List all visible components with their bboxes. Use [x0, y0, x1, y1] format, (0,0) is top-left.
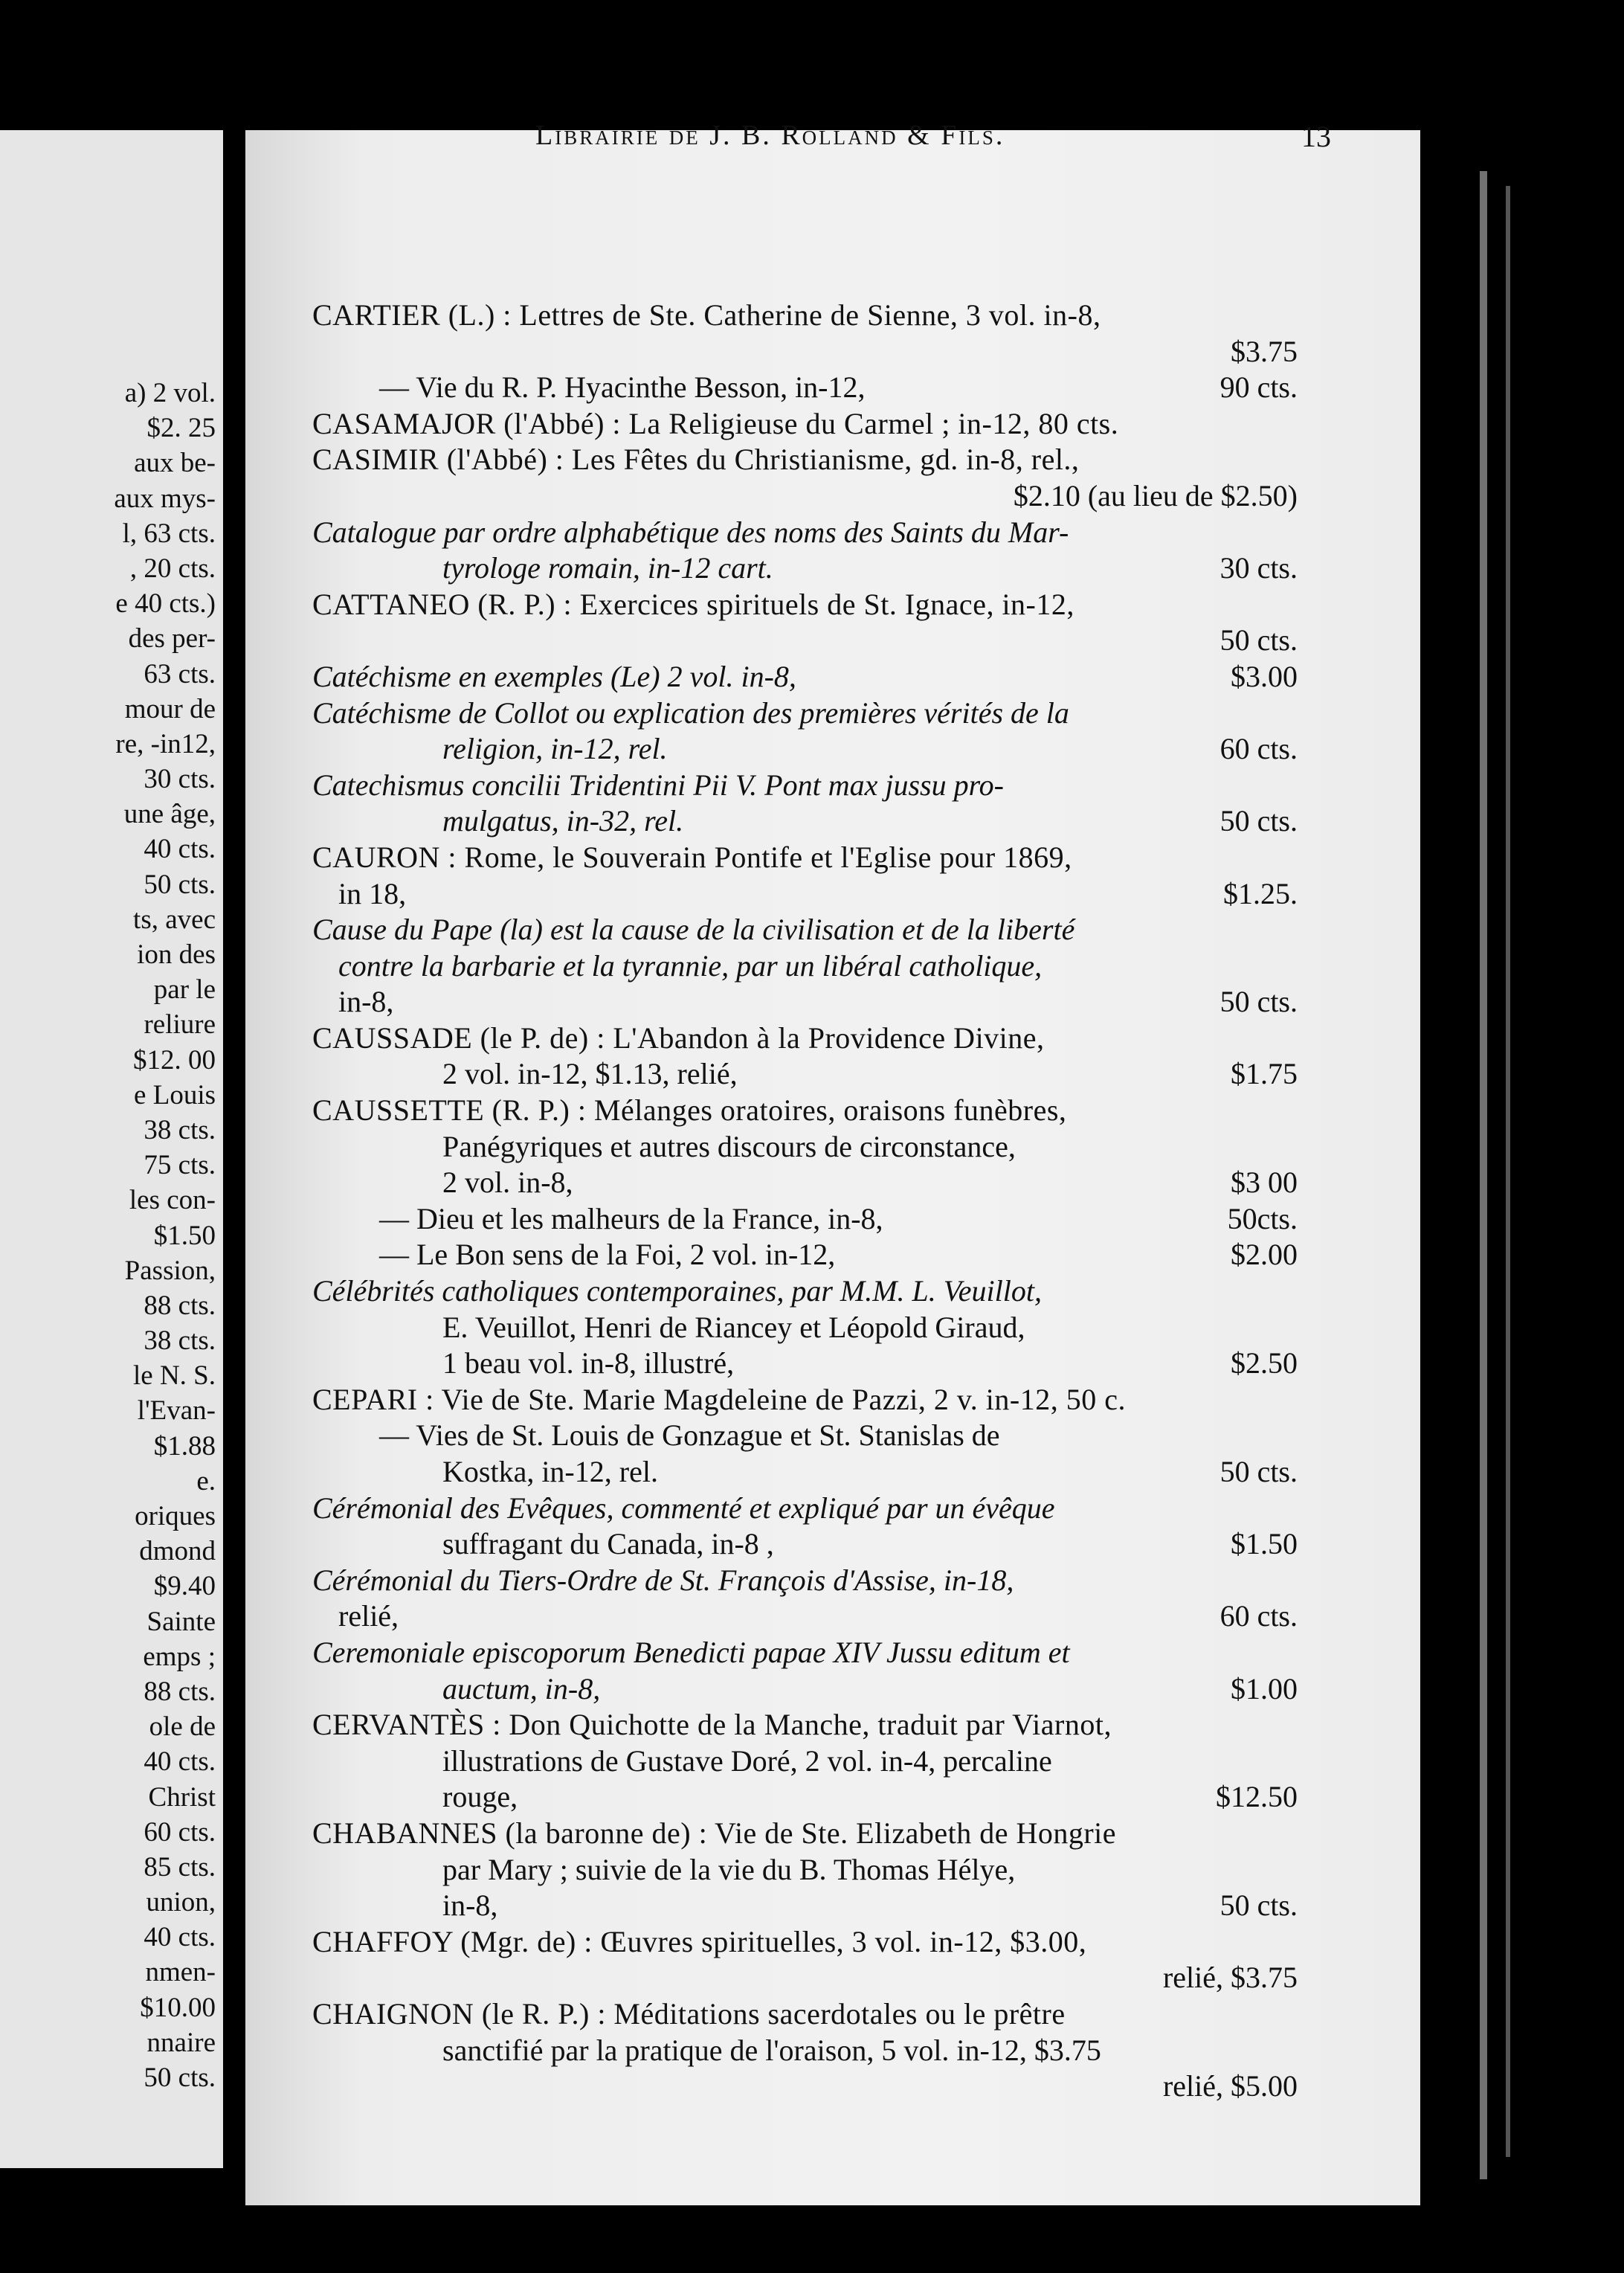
- left-page-line: dmond: [139, 1536, 216, 1567]
- left-page-text: [0, 376, 216, 2095]
- entry-text: religion, in-12, rel.: [442, 732, 668, 766]
- catalogue-line: [312, 1526, 1298, 1563]
- entry-text: E. Veuillot, Henri de Riancey et Léopold Giraud,: [442, 1310, 1025, 1344]
- catalogue-line: [312, 1382, 1298, 1418]
- entry-price: 90 cts.: [1219, 370, 1298, 405]
- catalogue-line: [312, 1346, 1298, 1382]
- catalogue-line: [312, 1816, 1298, 1852]
- entry-price: 50 cts.: [1219, 623, 1298, 658]
- catalogue-line: [312, 406, 1298, 443]
- left-page-line: nmen-: [145, 1957, 216, 1988]
- left-page-line: Christ: [148, 1781, 216, 1813]
- left-page-line: 30 cts.: [144, 764, 216, 795]
- catalogue-line: [312, 587, 1298, 623]
- entry-text: Célébrités catholiques contemporaines, par M.M. L. Veuillot,: [312, 1274, 1042, 1308]
- left-page-line: aux mys-: [114, 483, 216, 514]
- page-edge: [1506, 186, 1510, 2157]
- left-page-line: 63 cts.: [144, 658, 216, 689]
- left-page-line: l, 63 cts.: [122, 518, 216, 549]
- catalogue-line: [312, 912, 1298, 948]
- left-page-line: aux be-: [134, 448, 216, 479]
- header-title: Librairie de J. B. Rolland & Fils.: [535, 120, 1005, 151]
- catalogue-line: [312, 334, 1298, 370]
- left-page-line: $1.50: [153, 1220, 216, 1251]
- left-page-line: le N. S.: [133, 1360, 216, 1392]
- running-header: [290, 119, 1331, 164]
- left-page-line: 50 cts.: [144, 2063, 216, 2093]
- catalogue-line: [312, 1129, 1298, 1166]
- entry-text: CHAFFOY (Mgr. de) : Œuvres spirituelles, 3 vol. in-12, $3.00,: [312, 1924, 1087, 1958]
- catalogue-line: [312, 478, 1298, 515]
- entry-text: CAURON : Rome, le Souverain Pontife et l'Eglise pour 1869,: [312, 840, 1072, 874]
- entry-price: $2.10 (au lieu de $2.50): [1013, 478, 1298, 512]
- catalogue-line: [312, 1093, 1298, 1129]
- entry-text: auctum, in-8,: [442, 1671, 601, 1705]
- entry-text: rouge,: [442, 1780, 518, 1814]
- left-page-line: 40 cts.: [144, 834, 216, 865]
- catalogue-line: [312, 803, 1298, 840]
- entry-price: 30 cts.: [1219, 551, 1298, 585]
- catalogue-line: [312, 1056, 1298, 1093]
- left-page-line: Passion,: [124, 1255, 216, 1286]
- catalogue-line: [312, 659, 1298, 695]
- catalogue-line: [312, 1852, 1298, 1888]
- catalogue-line: [312, 1563, 1298, 1599]
- left-page-line: 75 cts.: [144, 1150, 216, 1181]
- catalogue-line: [312, 550, 1298, 587]
- catalogue-line: [312, 2033, 1298, 2069]
- catalogue-line: [312, 1310, 1298, 1346]
- catalogue-line: [312, 1743, 1298, 1780]
- left-page-line: $10.00: [140, 1992, 216, 2023]
- left-page-line: re, -in12,: [115, 728, 216, 759]
- entry-price: 50 cts.: [1219, 804, 1298, 838]
- entry-text: in 18,: [338, 876, 407, 910]
- left-page-line: Sainte: [146, 1606, 216, 1637]
- left-page-line: les con-: [129, 1185, 216, 1216]
- left-page-fragment: [0, 130, 223, 2168]
- entry-text: Cérémonial des Evêques, commenté et expliqué par un évêque: [312, 1491, 1055, 1525]
- entry-text: — Le Bon sens de la Foi, 2 vol. in-12,: [379, 1238, 836, 1272]
- entry-text: CAUSSADE (le P. de) : L'Abandon à la Providence Divine,: [312, 1020, 1045, 1055]
- entry-price: 50 cts.: [1219, 1455, 1298, 1488]
- left-page-line: emps ;: [143, 1641, 216, 1672]
- left-page-line: reliure: [144, 1009, 216, 1041]
- left-page-line: 38 cts.: [144, 1325, 216, 1357]
- catalogue-line: [312, 1635, 1298, 1671]
- left-page-line: mour de: [124, 693, 216, 724]
- entry-text: illustrations de Gustave Doré, 2 vol. in-4, percaline: [442, 1743, 1052, 1778]
- left-page-line: 40 cts.: [144, 1746, 216, 1778]
- entry-text: in-8,: [442, 1888, 498, 1923]
- entry-text: — Vies de St. Louis de Gonzague et St. Stanislas de: [379, 1418, 1000, 1453]
- catalogue-line: [312, 731, 1298, 768]
- entry-price: $1.75: [1231, 1057, 1298, 1091]
- left-page-line: 88 cts.: [144, 1290, 216, 1321]
- entry-text: CAUSSETTE (R. P.) : Mélanges oratoires, oraisons funèbres,: [312, 1093, 1067, 1128]
- catalogue-line: [312, 298, 1298, 334]
- entry-text: Panégyriques et autres discours de circonstance,: [442, 1129, 1016, 1163]
- catalogue-line: [312, 1598, 1298, 1635]
- entry-text: CHABANNES (la baronne de) : Vie de Ste. Elizabeth de Hongrie: [312, 1816, 1117, 1850]
- entry-price: $1.25.: [1223, 876, 1298, 910]
- entry-price: relié, $5.00: [1162, 2069, 1298, 2103]
- entry-text: 2 vol. in-12, $1.13, relié,: [442, 1057, 738, 1091]
- entry-text: sanctifié par la pratique de l'oraison, 5 vol. in-12, $3.75: [442, 2033, 1101, 2067]
- entry-text: CASAMAJOR (l'Abbé) : La Religieuse du Carmel ; in-12, 80 cts.: [312, 406, 1119, 440]
- left-page-line: , 20 cts.: [129, 553, 216, 584]
- catalogue-line: [312, 1237, 1298, 1273]
- catalogue-line: [312, 840, 1298, 876]
- left-page-line: union,: [146, 1887, 216, 1918]
- catalogue-line: [312, 984, 1298, 1020]
- entry-price: 50cts.: [1227, 1201, 1298, 1235]
- entry-price: 60 cts.: [1219, 1599, 1298, 1633]
- entry-text: CHAIGNON (le R. P.) : Méditations sacerdotales ou le prêtre: [312, 1996, 1066, 2031]
- entry-text: CERVANTÈS : Don Quichotte de la Manche, traduit par Viarnot,: [312, 1708, 1112, 1742]
- left-page-line: 88 cts.: [144, 1676, 216, 1707]
- left-page-line: 40 cts.: [144, 1922, 216, 1953]
- entry-text: Cause du Pape (la) est la cause de la civilisation et de la liberté: [312, 913, 1075, 947]
- catalogue-line: [312, 1888, 1298, 1924]
- left-page-line: ts, avec: [133, 904, 216, 935]
- catalogue-line: [312, 695, 1298, 732]
- left-page-line: oriques: [135, 1501, 216, 1531]
- left-page-line: une âge,: [123, 799, 216, 830]
- catalogue-line: [312, 1201, 1298, 1238]
- entry-text: Cérémonial du Tiers-Ordre de St. François d'Assise, in-18,: [312, 1563, 1014, 1597]
- left-page-line: des per-: [128, 623, 216, 655]
- page-number: 13: [1301, 120, 1331, 153]
- catalogue-line: [312, 515, 1298, 551]
- entry-text: CEPARI : Vie de Ste. Marie Magdeleine de Pazzi, 2 v. in-12, 50 c.: [312, 1382, 1126, 1416]
- left-page-line: $12. 00: [133, 1044, 216, 1076]
- entry-price: $3.75: [1231, 334, 1298, 368]
- entry-text: Catechismus concilii Tridentini Pii V. Pont max jussu pro-: [312, 768, 1004, 802]
- page-edge: [1480, 171, 1487, 2179]
- entry-text: — Dieu et les malheurs de la France, in-8,: [379, 1201, 883, 1235]
- entry-text: contre la barbarie et la tyrannie, par un libéral catholique,: [338, 948, 1043, 983]
- catalogue-line: [312, 1924, 1298, 1961]
- entry-text: mulgatus, in-32, rel.: [442, 804, 684, 838]
- left-page-line: nnaire: [146, 2027, 216, 2058]
- entry-text: CARTIER (L.) : Lettres de Ste. Catherine de Sienne, 3 vol. in-8,: [312, 298, 1101, 332]
- left-page-line: par le: [153, 974, 216, 1006]
- catalogue-line: [312, 1273, 1298, 1310]
- catalogue-line: [312, 948, 1298, 985]
- left-page-line: 85 cts.: [144, 1851, 216, 1883]
- left-page-line: ion des: [137, 939, 216, 970]
- catalogue-line: [312, 1960, 1298, 1996]
- catalogue-line: [312, 1454, 1298, 1491]
- catalogue-line: [312, 1996, 1298, 2033]
- entry-text: in-8,: [338, 985, 394, 1019]
- entry-price: $2.50: [1231, 1346, 1298, 1380]
- entry-text: 2 vol. in-8,: [442, 1166, 573, 1200]
- catalogue-line: [312, 370, 1298, 406]
- entry-text: Catéchisme de Collot ou explication des premières vérités de la: [312, 695, 1069, 730]
- left-page-line: $1.88: [153, 1430, 216, 1462]
- catalogue-line: [312, 1418, 1298, 1454]
- left-page-line: 38 cts.: [144, 1114, 216, 1145]
- entry-text: Kostka, in-12, rel.: [442, 1455, 658, 1488]
- entry-text: CATTANEO (R. P.) : Exercices spirituels de St. Ignace, in-12,: [312, 587, 1074, 621]
- entry-text: tyrologe romain, in-12 cart.: [442, 551, 773, 585]
- left-page-line: $2. 25: [146, 413, 216, 444]
- catalogue-line: [312, 768, 1298, 804]
- left-page-line: ole de: [149, 1711, 216, 1743]
- catalogue-line: [312, 1779, 1298, 1816]
- catalogue-line: [312, 1020, 1298, 1057]
- catalogue-line: [312, 1707, 1298, 1743]
- entry-text: suffragant du Canada, in-8 ,: [442, 1527, 774, 1561]
- catalogue-line: [312, 442, 1298, 478]
- left-page-line: e.: [196, 1465, 216, 1496]
- entry-price: $3 00: [1231, 1166, 1298, 1200]
- entry-price: $2.00: [1231, 1238, 1298, 1272]
- catalogue-line: [312, 876, 1298, 913]
- catalogue-line: [312, 2068, 1298, 2105]
- left-page-line: l'Evan-: [137, 1395, 216, 1427]
- catalogue-line: [312, 1165, 1298, 1201]
- left-page-line: e 40 cts.): [115, 588, 216, 620]
- entry-price: $12.50: [1216, 1780, 1298, 1814]
- entry-price: 50 cts.: [1219, 985, 1298, 1019]
- entry-price: 60 cts.: [1219, 732, 1298, 766]
- entry-price: relié, $3.75: [1162, 1961, 1298, 1995]
- entry-text: par Mary ; suivie de la vie du B. Thomas Hélye,: [442, 1852, 1016, 1886]
- entry-price: 50 cts.: [1219, 1888, 1298, 1923]
- catalogue-entries: [312, 298, 1298, 2105]
- entry-text: 1 beau vol. in-8, illustré,: [442, 1346, 735, 1380]
- left-page-line: e Louis: [134, 1079, 216, 1110]
- catalogue-line: [312, 1671, 1298, 1708]
- entry-text: Ceremoniale episcoporum Benedicti papae XIV Jussu editum et: [312, 1635, 1070, 1669]
- left-page-line: $9.40: [153, 1571, 216, 1602]
- entry-text: Catéchisme en exemples (Le) 2 vol. in-8,: [312, 659, 796, 693]
- left-page-line: 60 cts.: [144, 1816, 216, 1848]
- left-page-line: 50 cts.: [144, 869, 216, 900]
- entry-text: — Vie du R. P. Hyacinthe Besson, in-12,: [379, 370, 866, 405]
- entry-price: $3.00: [1231, 659, 1298, 693]
- catalogue-line: [312, 1491, 1298, 1527]
- entry-text: Catalogue par ordre alphabétique des noms des Saints du Mar-: [312, 515, 1069, 549]
- left-page-line: a) 2 vol.: [124, 378, 216, 408]
- entry-price: $1.00: [1231, 1671, 1298, 1705]
- catalogue-line: [312, 623, 1298, 659]
- entry-text: CASIMIR (l'Abbé) : Les Fêtes du Christianisme, gd. in-8, rel.,: [312, 443, 1080, 477]
- entry-text: relié,: [338, 1599, 399, 1633]
- entry-price: $1.50: [1231, 1527, 1298, 1561]
